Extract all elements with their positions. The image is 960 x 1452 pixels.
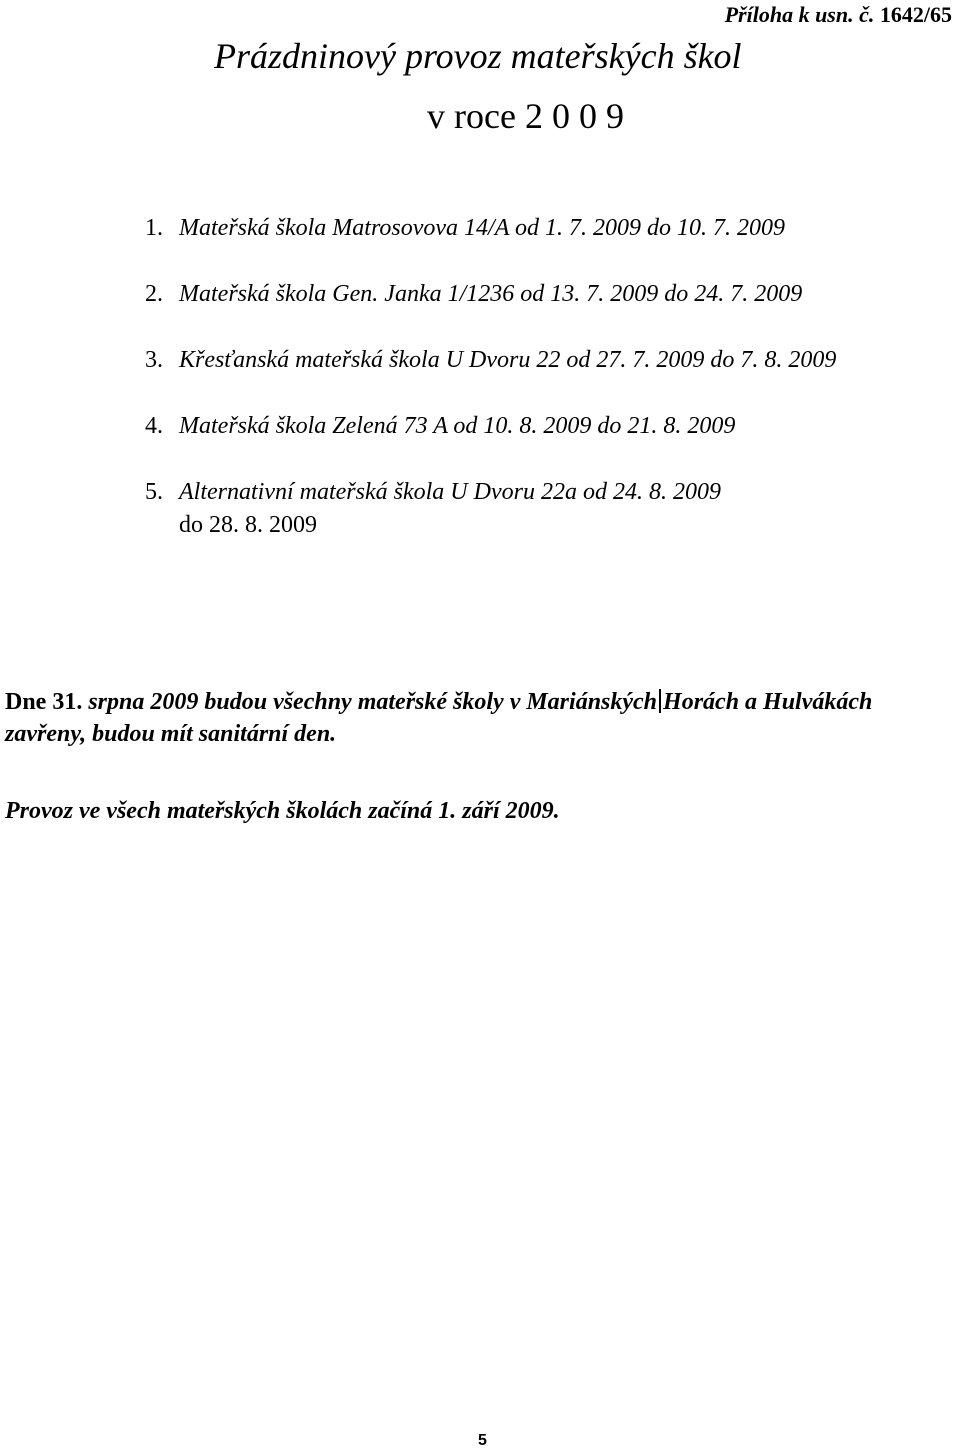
annex-number: 1642/65 [879, 2, 952, 27]
list-item [145, 410, 945, 443]
list-item [145, 278, 945, 311]
list-item-text: Alternativní mateřská škola U Dvoru 22a od 24. 8. 2009 [179, 479, 721, 505]
list-item-number: 5. [145, 479, 163, 505]
annex-reference [725, 2, 952, 28]
list-item-text: Křesťanská mateřská škola U Dvoru 22 od 27. 7. 2009 do 7. 8. 2009 [179, 347, 837, 373]
closure-note [5, 686, 955, 750]
page-number: 5 [478, 1432, 487, 1449]
list-item [145, 344, 945, 377]
school-schedule-list [145, 212, 945, 575]
closure-note-lead: Dne 31. [5, 689, 83, 715]
list-item-number: 1. [145, 215, 163, 241]
text-cursor [659, 689, 661, 713]
closure-note-part2: Horách a Hulvákách zavřeny, budou mít sanitární den. [5, 689, 873, 747]
list-item-number: 4. [145, 413, 163, 439]
list-item [145, 212, 945, 245]
list-item-number: 3. [145, 347, 163, 373]
list-item-number: 2. [145, 281, 163, 307]
list-item [145, 476, 945, 542]
list-item-text: Mateřská škola Gen. Janka 1/1236 od 13. 7. 2009 do 24. 7. 2009 [179, 281, 803, 307]
start-note: Provoz ve všech mateřských školách začíná 1. září 2009. [5, 798, 560, 824]
page-title: Prázdninový provoz mateřských škol [214, 36, 742, 76]
list-item-text: Mateřská škola Matrosovova 14/A od 1. 7. 2009 do 10. 7. 2009 [179, 215, 785, 241]
page-subtitle: v roce 2 0 0 9 [427, 96, 624, 136]
closure-note-part1: srpna 2009 budou všechny mateřské školy v Mariánských [88, 689, 658, 715]
annex-label: Příloha k usn. č. [724, 2, 875, 27]
list-item-text: Mateřská škola Zelená 73 A od 10. 8. 2009 do 21. 8. 2009 [179, 413, 736, 439]
list-item-text-continuation: do 28. 8. 2009 [179, 512, 317, 538]
